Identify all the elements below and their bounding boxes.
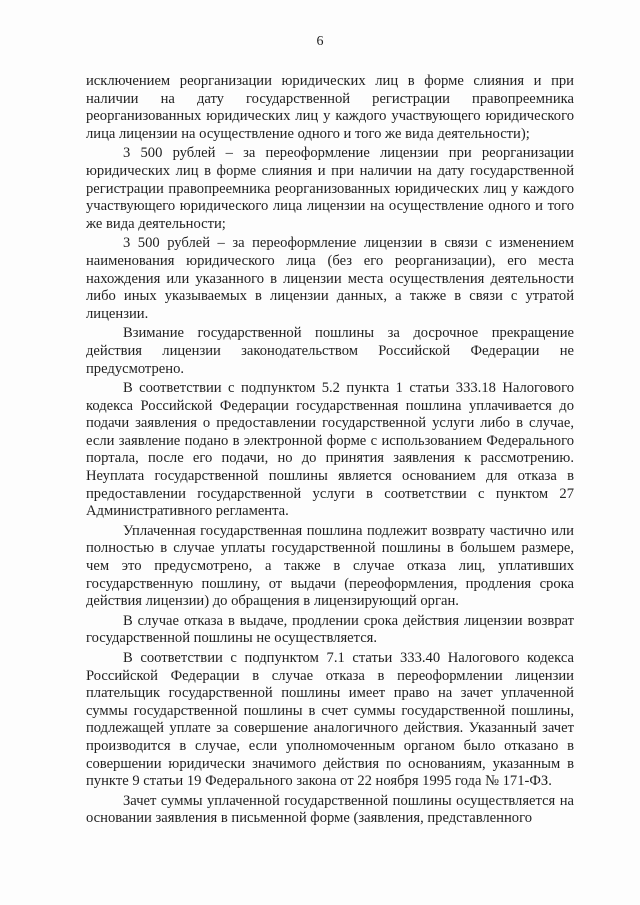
- paragraph-fee-merger: 3 500 рублей – за переоформление лицензии при реорганизации юридических лиц в форме слияния и при наличии на дату государственной регистрации правопреемника реорганизованных юридических лиц у каждого участвующего юридического лица лицензии на осуществление одного и того же вида деятельности;: [86, 145, 574, 232]
- paragraph-no-refund: В случае отказа в выдаче, продлении срока действия лицензии возврат государственной пошлины не осуществляется.: [86, 612, 574, 647]
- paragraph-refund: Уплаченная государственная пошлина подлежит возврату частично или полностью в случае уплаты государственной пошлины в большем размере, чем это предусмотрено, а также в случае отказа лиц, уплативших государственную пошлину, от выдачи (переоформления, продления срока действия лицензии) до обращения в лицензирующий орган.: [86, 522, 574, 610]
- paragraph-early-termination: Взимание государственной пошлины за досрочное прекращение действия лицензии законодательством Российской Федерации не предусмотрено.: [86, 325, 574, 377]
- paragraph-continuation: исключением реорганизации юридических лиц в форме слияния и при наличии на дату государственной регистрации правопреемника реорганизованных юридических лиц у каждого участвующего юридического лица лицензии на осуществление одного и того же вида деятельности);: [86, 73, 574, 142]
- paragraph-offset-application: Зачет суммы уплаченной государственной пошлины осуществляется на основании заявления в письменной форме (заявления, представленного: [86, 792, 574, 827]
- paragraph-fee-rename: 3 500 рублей – за переоформление лицензии в связи с изменением наименования юридического лица (без его реорганизации), его места нахождения или указанного в лицензии места осуществления деятельности либо иных указываемых в лицензии данных, а также в связи с утратой лицензии.: [86, 235, 574, 322]
- body-text: [86, 73, 574, 828]
- page-number: 6: [316, 34, 324, 49]
- paragraph-payment-timing: В соответствии с подпунктом 5.2 пункта 1 статьи 333.18 Налогового кодекса Российской Федерации государственная пошлина уплачивается до подачи заявления о предоставлении государственной услуги либо в случае, если заявление подано в электронной форме с использованием Федерального портала, после его подачи, но до принятия заявления к рассмотрению. Неуплата государственной пошлины является основанием для отказа в предоставлении государственной услуги в соответствии с пунктом 27 Административного регламента.: [86, 380, 574, 520]
- paragraph-offset-right: В соответствии с подпунктом 7.1 статьи 333.40 Налогового кодекса Российской Федерации в случае отказа в переоформлении лицензии плательщик государственной пошлины имеет право на зачет уплаченной суммы государственной пошлины в счет суммы государственной пошлины, подлежащей уплате за совершение аналогичного действия. Указанный зачет производится в случае, если уполномоченным органом было отказано в совершении юридически значимого действия по основаниям, указанным в пункте 9 статьи 19 Федерального закона от 22 ноября 1995 года № 171-ФЗ.: [86, 650, 574, 790]
